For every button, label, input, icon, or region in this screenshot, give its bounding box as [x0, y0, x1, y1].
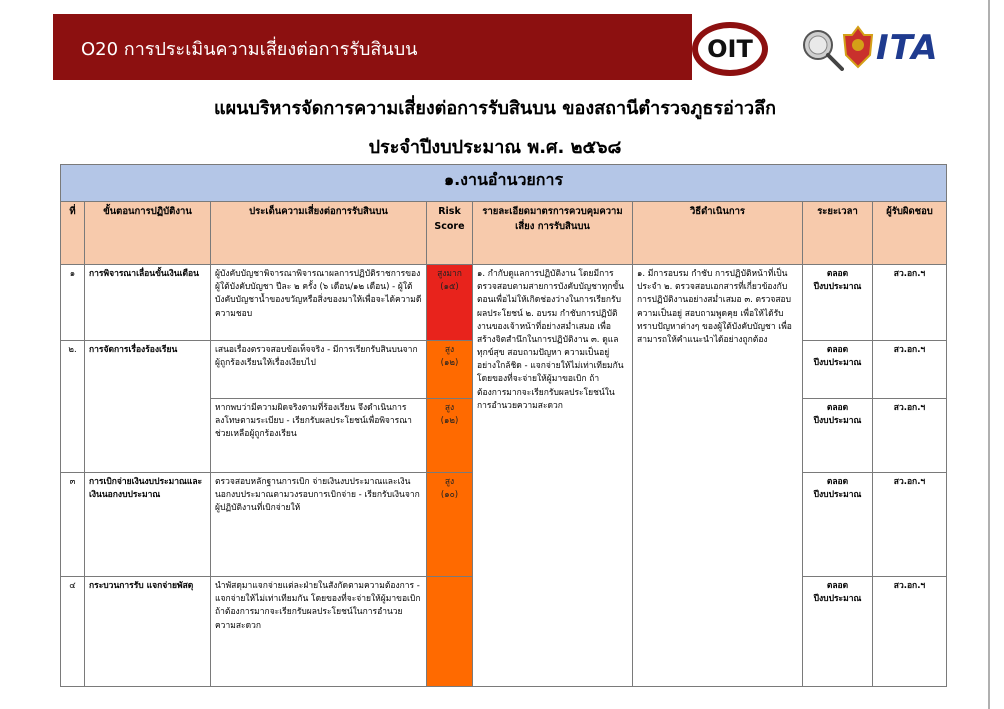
header-method: วิธีดำเนินการ [633, 202, 803, 265]
risk-level-label: สูงมาก [437, 269, 462, 279]
row-step: การพิจารณาเลื่อนขั้นเงินเดือน [85, 265, 211, 341]
row-no: ๒. [61, 341, 85, 473]
risk-plan-table [60, 164, 947, 687]
oit-logo: OIT [692, 22, 768, 76]
section-heading: ๑.งานอำนวยการ [61, 165, 947, 202]
header-step: ขั้นตอนการปฏิบัติงาน [85, 202, 211, 265]
row-risk-issue: ตรวจสอบหลักฐานการเบิก จ่ายเงินงบประมาณและเงินนอกงบประมาณตามวงรอบการเบิกจ่าย - เรียกรับเงินจากผู้ปฏิบัติงานที่เบิกจ่ายให้ [211, 473, 427, 577]
row-owner: สว.อก.ฯ [873, 473, 947, 577]
header-banner [53, 14, 692, 80]
header-risk-issue: ประเด็นความเสี่ยงต่อการรับสินบน [211, 202, 427, 265]
row-period: ตลอดปีงบประมาณ [803, 341, 873, 399]
control-measures: ๑. กำกับดูแลการปฏิบัติงาน โดยมีการตรวจสอบตามสายการบังคับบัญชาทุกขั้นตอนเพื่อไม่ให้เกิดช่องว่างในการเรียกรับผลประโยชน์ ๒. อบรม กำชับการปฏิบัติงานของเจ้าหน้าที่อย่างสม่ำเสมอ เพื่อสร้างจิตสำนึกในการปฏิบัติงาน ๓. ดูแลทุกข์สุข สอบถามปัญหา ความเป็นอยู่ อย่างใกล้ชิด - แจกจ่ายให้ไม่เท่าเทียมกัน โดยของที่จะจ่ายให้ผู้มาขอเบิก ถ้าต้องการมากจะเรียกรับผลประโยชน์ในการอำนวยความสะดวก [473, 265, 633, 687]
table-row [61, 265, 947, 341]
row-step: กระบวนการรับ แจกจ่ายพัสดุ [85, 577, 211, 687]
risk-score-value: (๑๐) [440, 490, 459, 501]
header-no: ที่ [61, 202, 85, 265]
document-subtitle: ประจำปีงบประมาณ พ.ศ. ๒๕๖๘ [368, 137, 622, 158]
crest-icon [842, 25, 874, 69]
row-no: ๓ [61, 473, 85, 577]
risk-score-value: (๑๕) [440, 282, 459, 293]
risk-score-value: (๑๒) [440, 416, 459, 427]
ita-logo: ITA [876, 28, 939, 68]
row-risk-issue: นำพัสดุมาแจกจ่ายแต่ละฝ่ายในสังกัดตามความต้องการ - แจกจ่ายให้ไม่เท่าเทียมกัน โดยของที่จะจ่ายให้ผู้มาขอเบิก ถ้าต้องการมากจะเรียกรับผลประโยชน์ในการอำนวยความสะดวก [211, 577, 427, 687]
header-control: รายละเอียดมาตรการควบคุมความเสี่ยง การรับสินบน [473, 202, 633, 265]
row-risk-issue: เสนอเรื่องตรวจสอบข้อเท็จจริง - มีการเรียกรับสินบนจากผู้ถูกร้องเรียนให้เรื่องเงียบไป [211, 341, 427, 399]
row-period: ตลอดปีงบประมาณ [803, 473, 873, 577]
implementation-method: ๑. มีการอบรม กำชับ การปฏิบัติหน้าที่เป็นประจำ ๒. ตรวจสอบเอกสารที่เกี่ยวข้องกับการปฏิบัติงานอย่างสม่ำเสมอ ๓. ตรวจสอบความเป็นอยู่ สอบถามพูดคุย เพื่อให้ได้รับทราบปัญหาต่างๆ ของผู้ใต้บังคับบัญชา เพื่อสามารถให้คำแนะนำได้อย่างถูกต้อง [633, 265, 803, 687]
risk-score-cell [427, 341, 473, 399]
row-no: ๔ [61, 577, 85, 687]
row-period: ตลอดปีงบประมาณ [803, 399, 873, 473]
row-no: ๑ [61, 265, 85, 341]
risk-score-cell [427, 577, 473, 687]
row-period: ตลอดปีงบประมาณ [803, 577, 873, 687]
magnifier-seal-icon [800, 27, 844, 71]
risk-score-cell [427, 265, 473, 341]
row-period: ตลอดปีงบประมาณ [803, 265, 873, 341]
header-owner: ผู้รับผิดชอบ [873, 202, 947, 265]
row-risk-issue: หากพบว่ามีความผิดจริงตามที่ร้องเรียน จึงดำเนินการลงโทษตามระเบียบ - เรียกรับผลประโยชน์เพื่อพิจารณาช่วยเหลือผู้ถูกร้องเรียน [211, 399, 427, 473]
row-owner: สว.อก.ฯ [873, 265, 947, 341]
risk-score-value: (๑๒) [440, 358, 459, 369]
header-risk-score: Risk Score [427, 202, 473, 265]
row-owner: สว.อก.ฯ [873, 399, 947, 473]
header-period: ระยะเวลา [803, 202, 873, 265]
document-title: แผนบริหารจัดการความเสี่ยงต่อการรับสินบน ของสถานีตำรวจภูธรอ่าวลึก [213, 98, 777, 119]
row-risk-issue: ผู้บังคับบัญชาพิจารณาพิจารณาผลการปฏิบัติราชการของผู้ใต้บังคับบัญชา ปีละ ๒ ครั้ง (๖ เดือน/๑๒ เดือน) - ผู้ใต้บังคับบัญชาน้ำของขวัญหรือสิ่งของมาให้เพื่อจะได้ความดีความชอบ [211, 265, 427, 341]
risk-level-label: สูง [444, 477, 455, 487]
header-title: O20 การประเมินความเสี่ยงต่อการรับสินบน [81, 39, 418, 60]
row-owner: สว.อก.ฯ [873, 577, 947, 687]
risk-score-cell [427, 399, 473, 473]
row-step: การเบิกจ่ายเงินงบประมาณและเงินนอกงบประมาณ [85, 473, 211, 577]
risk-score-cell [427, 473, 473, 577]
risk-level-label: สูง [444, 345, 455, 355]
row-owner: สว.อก.ฯ [873, 341, 947, 399]
risk-level-label: สูง [444, 403, 455, 413]
row-step: การจัดการเรื่องร้องเรียน [85, 341, 211, 473]
